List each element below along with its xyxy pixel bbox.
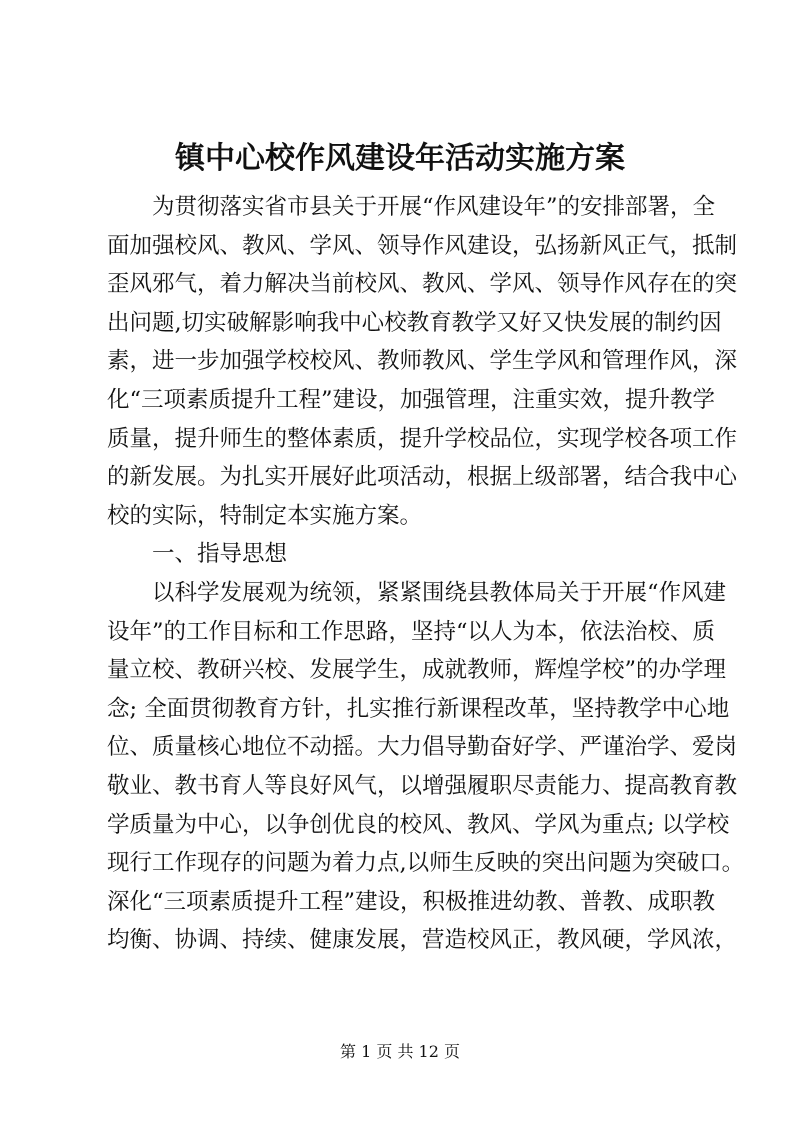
paragraph-line: 现行工作现存的问题为着力点,以师生反映的突出问题为突破口。 — [107, 850, 745, 877]
paragraph-line: 质量，提升师生的整体素质，提升学校品位，实现学校各项工作 — [107, 425, 738, 452]
paragraph-line: 以科学发展观为统领，紧紧围绕县教体局关于开展“作风建 — [152, 579, 727, 606]
paragraph-line: 素，进一步加强学校校风、教师教风、学生学风和管理作风，深 — [107, 348, 738, 375]
paragraph-line: 的新发展。为扎实开展好此项活动，根据上级部署，结合我中心 — [107, 464, 738, 491]
section-heading: 一、指导思想 — [152, 541, 288, 568]
page-title: 镇中心校作风建设年活动实施方案 — [175, 141, 625, 176]
paragraph-line: 校的实际，特制定本实施方案。 — [107, 502, 423, 529]
paragraph-line: 敬业、教书育人等良好风气，以增强履职尽责能力、提高教育教 — [107, 772, 738, 799]
paragraph-line: 面加强校风、教风、学风、领导作风建设，弘扬新风正气，抵制 — [107, 232, 738, 259]
paragraph-line: 出问题,切实破解影响我中心校教育教学又好又快发展的制约因 — [107, 309, 722, 336]
document-body — [107, 188, 745, 960]
paragraph-line: 深化“三项素质提升工程”建设，积极推进幼教、普教、成职教 — [107, 888, 716, 915]
paragraph-line: 设年”的工作目标和工作思路，坚持“以人为本，依法治校、质 — [107, 618, 716, 645]
paragraph-line: 念; 全面贯彻教育方针，扎实推行新课程改革，坚持教学中心地 — [107, 695, 730, 722]
paragraph-line: 均衡、协调、持续、健康发展，营造校风正，教风硬，学风浓， — [107, 927, 738, 954]
paragraph-line: 化“三项素质提升工程”建设，加强管理，注重实效，提升教学 — [107, 386, 716, 413]
paragraph-line: 位、质量核心地位不动摇。大力倡导勤奋好学、严谨治学、爱岗 — [107, 734, 738, 761]
page-footer: 第 1 页 共 12 页 — [340, 1042, 460, 1061]
paragraph-line: 歪风邪气，着力解决当前校风、教风、学风、领导作风存在的突 — [107, 271, 738, 298]
paragraph-line: 学质量为中心，以争创优良的校风、教风、学风为重点; 以学校 — [107, 811, 730, 838]
paragraph-line: 为贯彻落实省市县关于开展“作风建设年”的安排部署，全 — [152, 194, 716, 220]
paragraph-line: 量立校、教研兴校、发展学生，成就教师，辉煌学校”的办学理 — [107, 657, 727, 684]
